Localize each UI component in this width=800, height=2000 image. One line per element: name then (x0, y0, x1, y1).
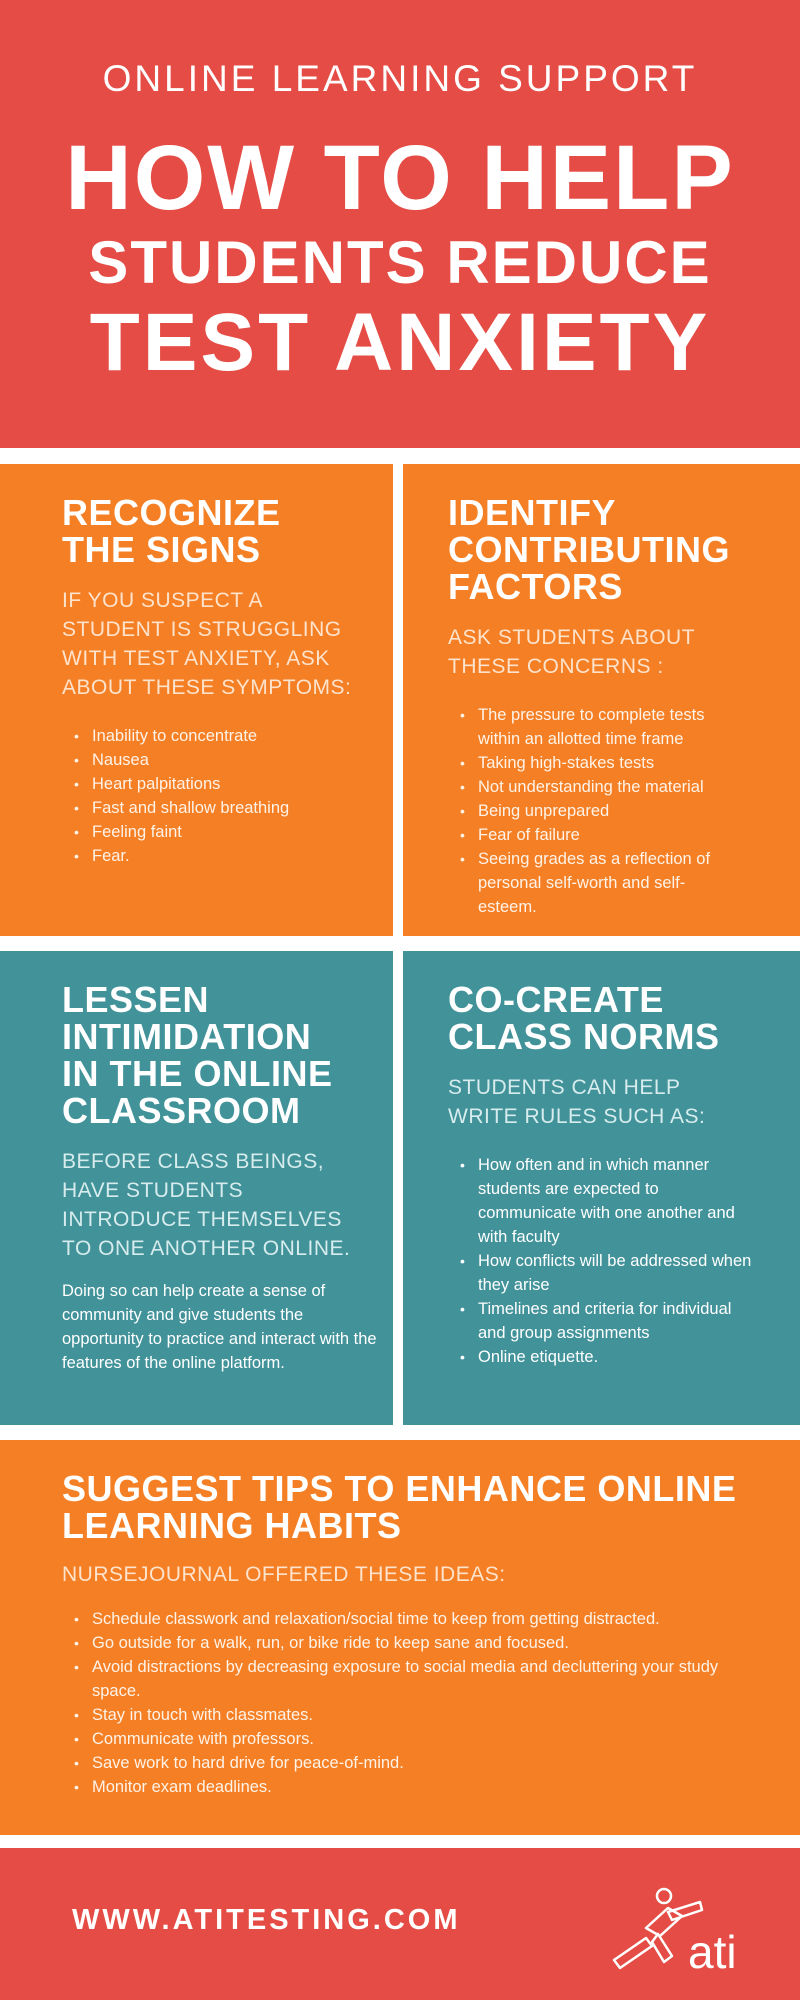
identify-title: IDENTIFY CONTRIBUTING FACTORS (448, 492, 730, 607)
list-item: • Online etiquette. (448, 1345, 758, 1369)
header-banner (0, 0, 800, 448)
list-item: • The pressure to complete tests within an allotted time frame (448, 703, 738, 751)
recognize-list (62, 724, 373, 868)
list-item: • Fear. (62, 844, 373, 868)
lessen-title: LESSEN INTIMIDATION IN THE ONLINE CLASSROOM (62, 979, 333, 1131)
identify-panel (403, 464, 800, 936)
list-item: • Communicate with professors. (62, 1727, 722, 1751)
list-item: • Stay in touch with classmates. (62, 1703, 722, 1727)
tips-list (62, 1607, 722, 1799)
tips-title: SUGGEST TIPS TO ENHANCE ONLINE LEARNING HABITS (62, 1468, 737, 1546)
list-item: • Avoid distractions by decreasing exposure to social media and decluttering your study space. (62, 1655, 722, 1703)
website-link[interactable]: WWW.ATITESTING.COM (72, 1904, 461, 1936)
list-item: • Nausea (62, 748, 373, 772)
list-item: • Not understanding the material (448, 775, 738, 799)
identify-list (448, 703, 738, 919)
list-item: • Timelines and criteria for individual and group assignments (448, 1297, 758, 1345)
footer (0, 1848, 800, 2000)
cocreate-list (448, 1153, 758, 1369)
list-item: • Taking high-stakes tests (448, 751, 738, 775)
recognize-subtitle: IF YOU SUSPECT A STUDENT IS STRUGGLING WITH TEST ANXIETY, ASK ABOUT THESE SYMPTOMS: (62, 589, 352, 699)
list-item: • Inability to concentrate (62, 724, 373, 748)
header-kicker: ONLINE LEARNING SUPPORT (102, 58, 698, 99)
ati-logo (606, 1878, 766, 1978)
list-item: • Monitor exam deadlines. (62, 1775, 722, 1799)
list-item: • Schedule classwork and relaxation/social time to keep from getting distracted. (62, 1607, 722, 1631)
list-item: • Seeing grades as a reflection of personal self-worth and self-esteem. (448, 847, 738, 919)
list-item: • Feeling faint (62, 820, 373, 844)
list-item: • Save work to hard drive for peace-of-mind. (62, 1751, 722, 1775)
lessen-body: Doing so can help create a sense of community and give students the opportunity to practice and interact with the features of the online platform. (62, 1282, 377, 1372)
cocreate-title: CO-CREATE CLASS NORMS (448, 979, 720, 1057)
lessen-panel (0, 951, 393, 1425)
cocreate-panel (403, 951, 800, 1425)
ati-logo-text: ati (688, 1926, 737, 1978)
tips-panel (0, 1440, 800, 1835)
lessen-subtitle: BEFORE CLASS BEINGS, HAVE STUDENTS INTRODUCE THEMSELVES TO ONE ANOTHER ONLINE. (62, 1150, 351, 1260)
list-item: • Fast and shallow breathing (62, 796, 373, 820)
tips-subtitle: NURSEJOURNAL OFFERED THESE IDEAS: (62, 1563, 506, 1586)
header-title-line3: TEST ANXIETY (89, 297, 711, 388)
list-item: • Go outside for a walk, run, or bike ride to keep sane and focused. (62, 1631, 722, 1655)
identify-subtitle: ASK STUDENTS ABOUT THESE CONCERNS : (448, 626, 695, 678)
list-item: • Fear of failure (448, 823, 738, 847)
recognize-panel (0, 464, 393, 936)
list-item: • How conflicts will be addressed when they arise (448, 1249, 758, 1297)
list-item: • How often and in which manner students are expected to communicate with one another and with faculty (448, 1153, 758, 1249)
list-item: • Heart palpitations (62, 772, 373, 796)
list-item: • Being unprepared (448, 799, 738, 823)
header-title-line2: STUDENTS REDUCE (88, 229, 712, 296)
header-title-line1: HOW TO HELP (65, 127, 735, 229)
cocreate-subtitle: STUDENTS CAN HELP WRITE RULES SUCH AS: (448, 1076, 706, 1128)
recognize-title: RECOGNIZE THE SIGNS (62, 492, 281, 570)
